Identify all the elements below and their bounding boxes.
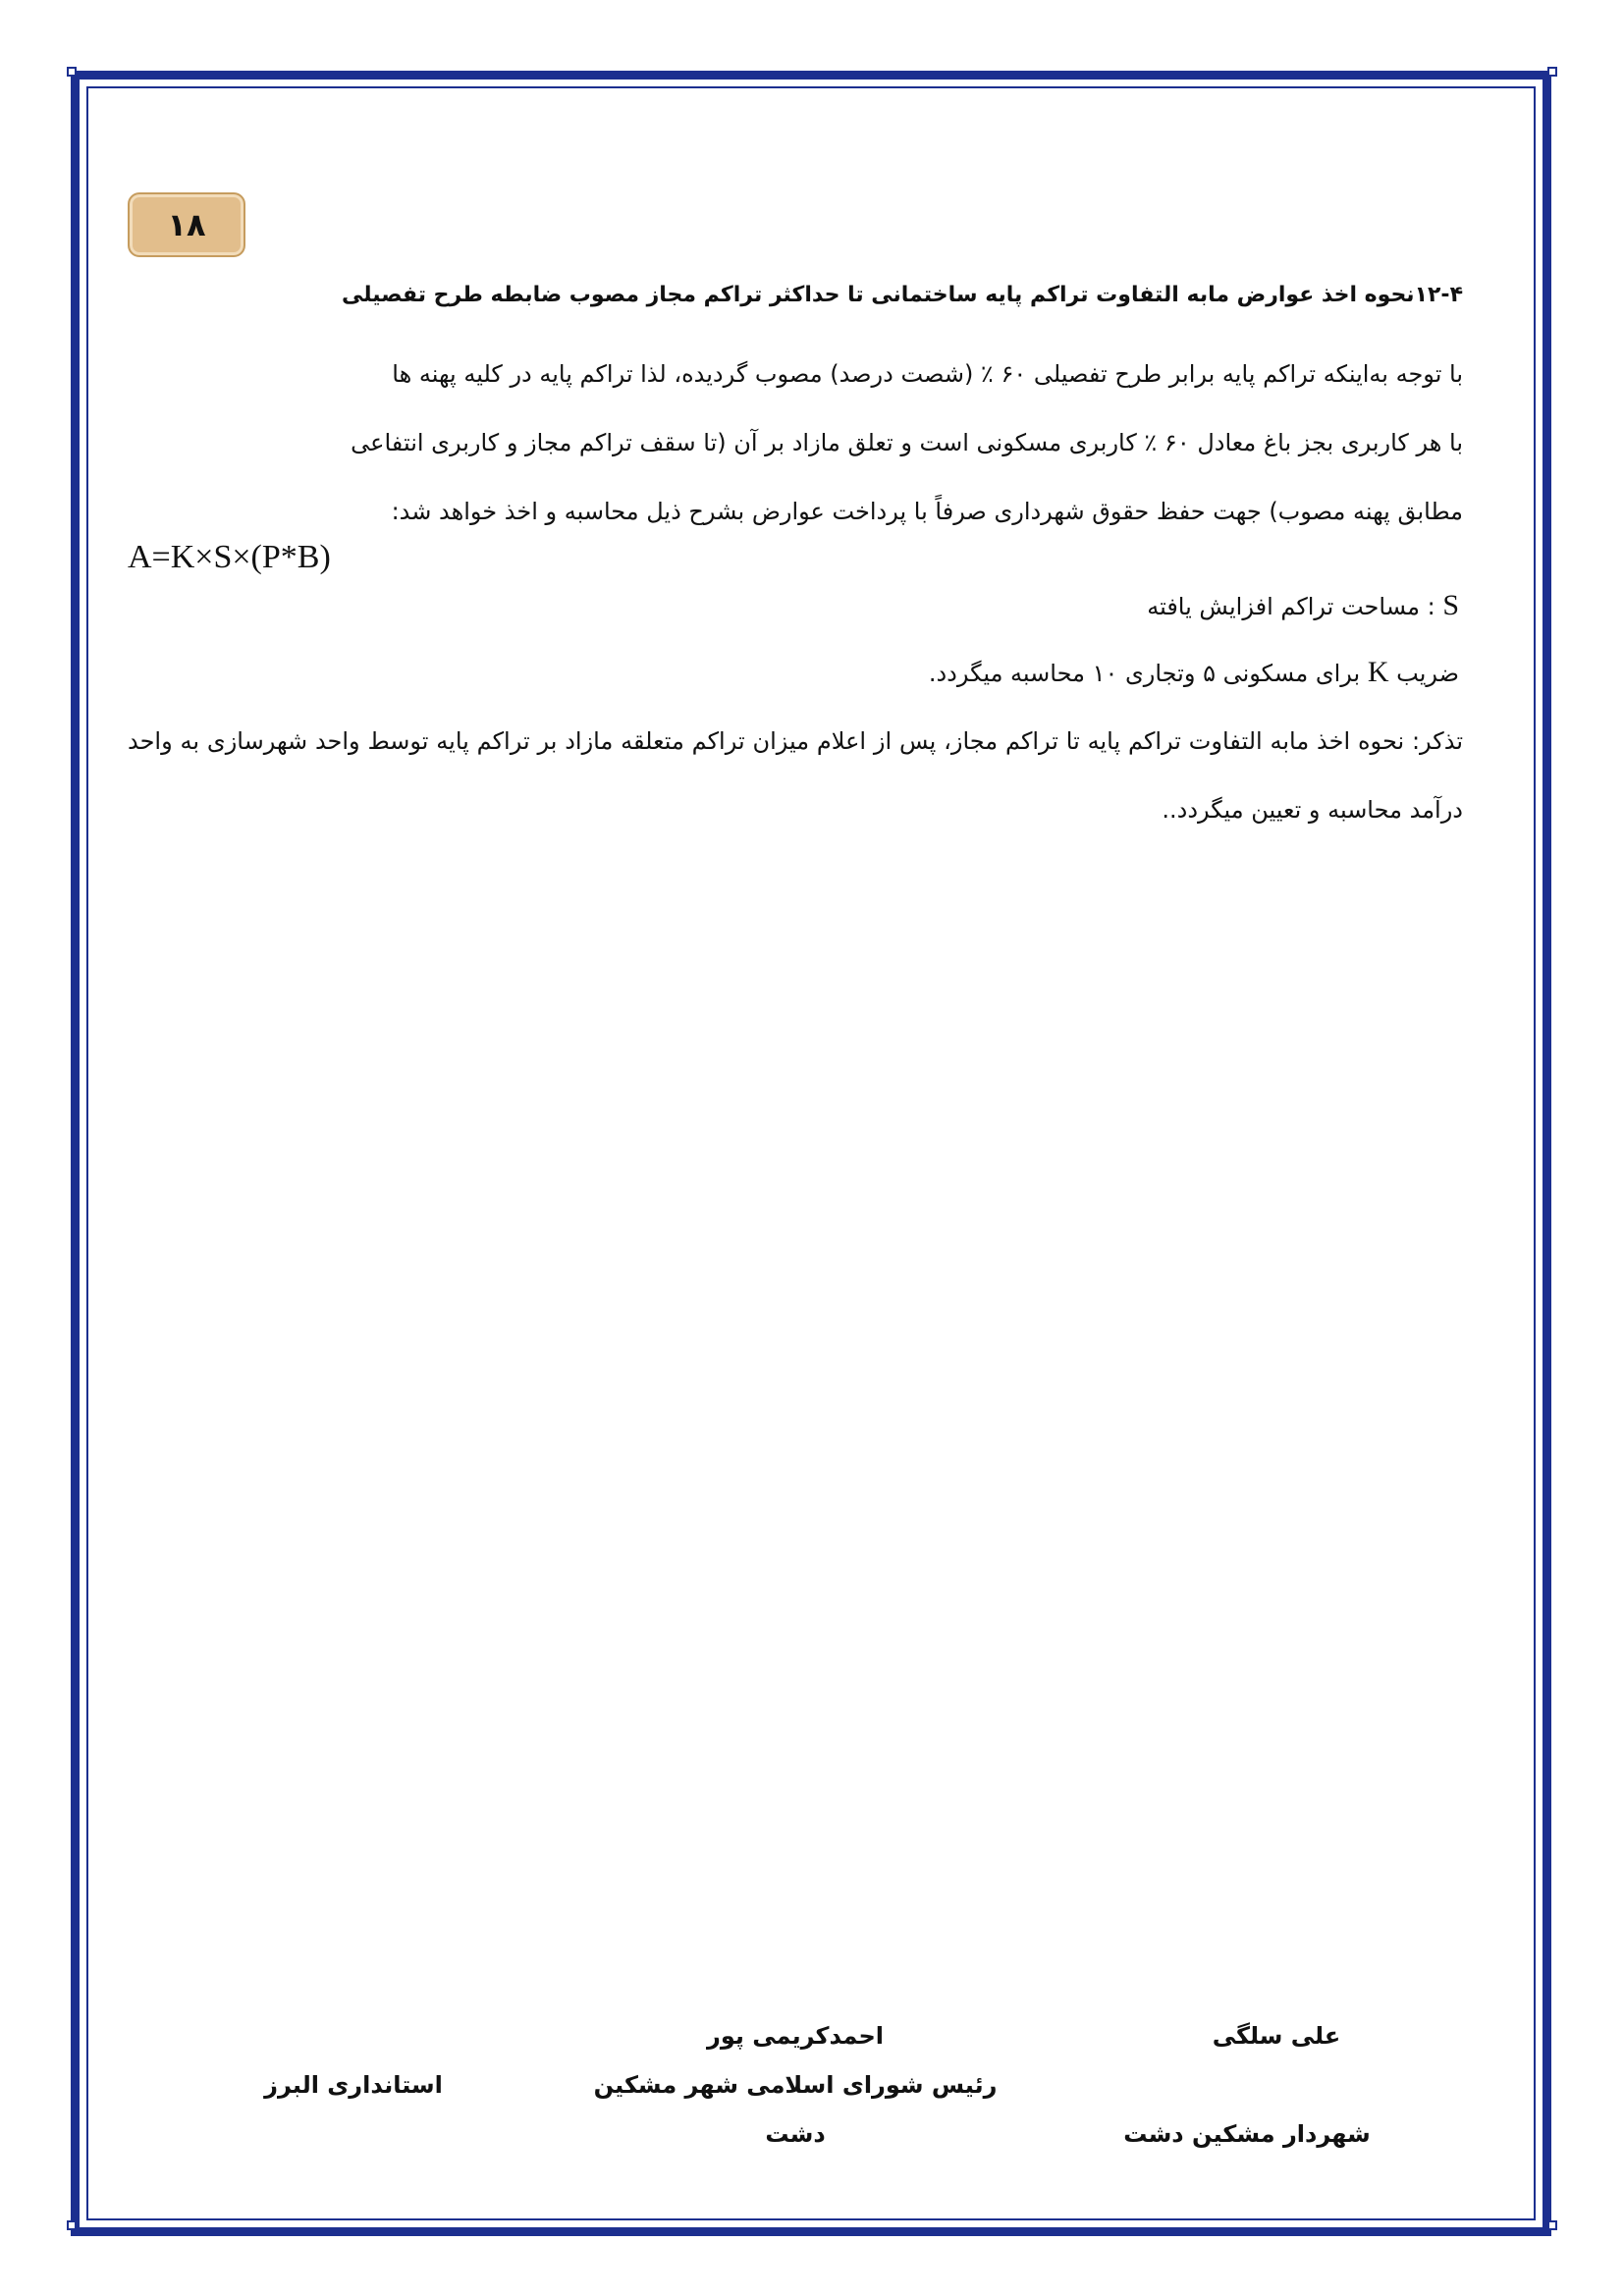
border-corner-top-right [1547, 67, 1557, 77]
s-symbol: S [1442, 589, 1459, 621]
mayor-name: علی سلگی [1212, 2022, 1341, 2050]
council-head-title-cont: دشت [765, 2120, 826, 2148]
definition-s [1147, 589, 1459, 622]
paragraph-line: با هر کاربری بجز باغ معادل ۶۰ ٪ کاربری مسکونی است و تعلق مازاد بر آن (تا سقف تراکم مجاز و کاربری انتفاعی [351, 429, 1463, 456]
border-corner-top-left [67, 67, 77, 77]
page-number-badge: ۱۸ [128, 192, 245, 257]
council-head-title: رئیس شورای اسلامی شهر مشکین [593, 2071, 998, 2099]
paragraph-line: با توجه به‌اینکه تراکم پایه برابر طرح تفصیلی ۶۰ ٪ (شصت درصد) مصوب گردیده، لذا تراکم پایه در کلیه پهنه ها [392, 360, 1463, 388]
council-head-name: احمدکریمی پور [707, 2022, 884, 2050]
mayor-title: شهردار مشکین دشت [1123, 2120, 1371, 2148]
section-heading: ۱۲-۴نحوه اخذ عوارض مابه التفاوت تراکم پایه ساختمانی تا حداکثر تراکم مجاز مصوب ضابطه طرح تفصیلی [341, 283, 1463, 307]
intro-paragraph [128, 340, 1463, 546]
s-definition: : مساحت تراکم افزایش یافته [1147, 593, 1443, 620]
definition-k [929, 656, 1459, 689]
governorate-label: استانداری البرز [264, 2071, 443, 2099]
paragraph-line: مطابق پهنه مصوب) جهت حفظ حقوق شهرداری صرفاً با پرداخت عوارض بشرح ذیل محاسبه و اخذ خواهد شد: [391, 498, 1463, 525]
fee-formula: A=K×S×(P*B) [128, 539, 331, 575]
k-prefix: ضریب [1388, 660, 1459, 687]
border-corner-bottom-left [67, 2220, 77, 2230]
k-definition: برای مسکونی ۵ وتجاری ۱۰ محاسبه میگردد. [928, 660, 1368, 687]
k-symbol: K [1367, 656, 1389, 688]
note-paragraph: تذکر: نحوه اخذ مابه التفاوت تراکم پایه تا تراکم مجاز، پس از اعلام میزان تراکم متعلقه مازاد بر تراکم پایه توسط واحد شهرسازی به واحد درآمد محاسبه و تعیین میگردد.. [128, 727, 1463, 824]
border-corner-bottom-right [1547, 2220, 1557, 2230]
